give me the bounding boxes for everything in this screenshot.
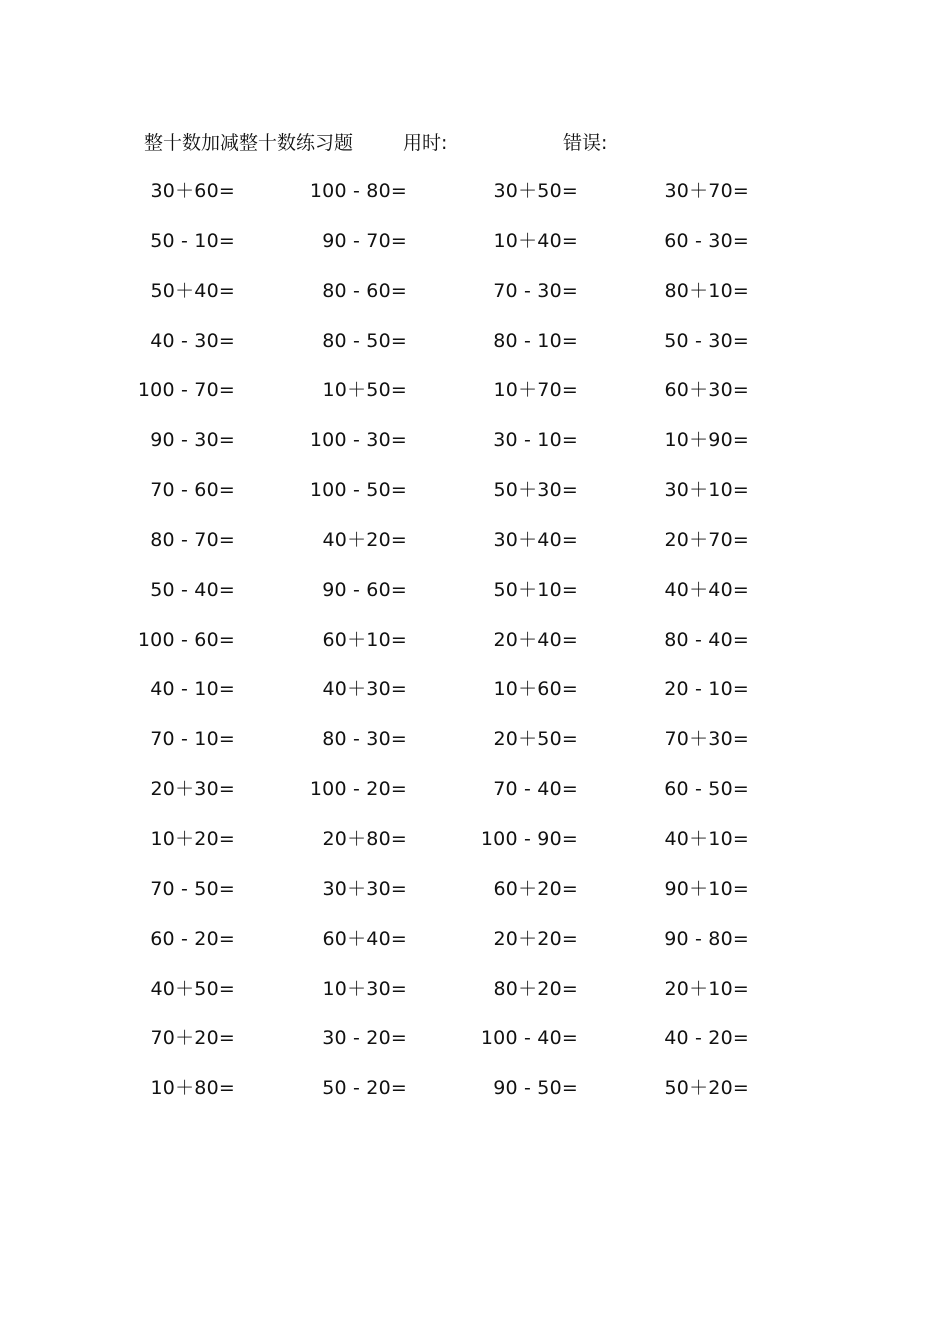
errors-label: 错误: bbox=[563, 132, 608, 154]
problem-row bbox=[0, 374, 950, 424]
math-problem: 20 - 10= bbox=[664, 678, 749, 701]
math-problem: 70 - 50= bbox=[150, 877, 235, 900]
math-problem: 30 - 20= bbox=[322, 1027, 407, 1050]
math-problem: 80 - 70= bbox=[150, 528, 235, 551]
math-problem: 50＋10= bbox=[493, 578, 578, 601]
math-problem: 30＋70= bbox=[664, 180, 749, 202]
math-problem: 20＋30= bbox=[150, 778, 235, 801]
math-problem: 90 - 80= bbox=[664, 927, 749, 950]
math-problem: 10＋70= bbox=[493, 379, 578, 402]
math-problem: 100 - 60= bbox=[137, 628, 235, 651]
math-problem: 40＋10= bbox=[664, 827, 749, 850]
math-problem: 20＋20= bbox=[493, 927, 578, 950]
worksheet-header bbox=[0, 128, 950, 158]
math-problem: 10＋90= bbox=[664, 429, 749, 452]
problem-row bbox=[0, 325, 950, 375]
math-problem: 40＋20= bbox=[322, 528, 407, 551]
math-problem: 80＋20= bbox=[493, 977, 578, 1000]
problem-row bbox=[0, 773, 950, 823]
problem-row bbox=[0, 524, 950, 574]
math-problem: 100 - 50= bbox=[309, 479, 407, 502]
math-problem: 60 - 20= bbox=[150, 927, 235, 950]
math-problem: 30＋40= bbox=[493, 528, 578, 551]
math-problem: 90 - 60= bbox=[322, 578, 407, 601]
problem-row bbox=[0, 1072, 950, 1122]
math-problem: 40＋30= bbox=[322, 678, 407, 701]
math-problem: 50 - 10= bbox=[150, 229, 235, 252]
math-problem: 80 - 10= bbox=[493, 329, 578, 352]
math-problem: 100 - 70= bbox=[137, 379, 235, 402]
problem-row bbox=[0, 275, 950, 325]
math-problem: 70 - 10= bbox=[150, 728, 235, 751]
math-problem: 50 - 40= bbox=[150, 578, 235, 601]
math-problem: 90 - 30= bbox=[150, 429, 235, 452]
math-problem: 60＋30= bbox=[664, 379, 749, 402]
math-problem: 10＋80= bbox=[150, 1077, 235, 1100]
math-problem: 30＋50= bbox=[493, 180, 578, 202]
problem-row bbox=[0, 723, 950, 773]
math-problem: 70 - 30= bbox=[493, 279, 578, 302]
math-problem: 40＋40= bbox=[664, 578, 749, 601]
math-problem: 20＋50= bbox=[493, 728, 578, 751]
math-problem: 20＋70= bbox=[664, 528, 749, 551]
math-problem: 50 - 30= bbox=[664, 329, 749, 352]
problem-row bbox=[0, 624, 950, 674]
math-problem: 80 - 60= bbox=[322, 279, 407, 302]
math-problem: 60＋10= bbox=[322, 628, 407, 651]
math-problem: 30 - 10= bbox=[493, 429, 578, 452]
math-problem: 90＋10= bbox=[664, 877, 749, 900]
math-problem: 100 - 90= bbox=[480, 827, 578, 850]
math-problem: 20＋80= bbox=[322, 827, 407, 850]
math-problem: 70＋20= bbox=[150, 1027, 235, 1050]
problem-row bbox=[0, 973, 950, 1023]
problem-row bbox=[0, 673, 950, 723]
math-problem: 10＋60= bbox=[493, 678, 578, 701]
math-problem: 60＋40= bbox=[322, 927, 407, 950]
problem-grid bbox=[0, 175, 950, 1122]
math-problem: 50＋30= bbox=[493, 479, 578, 502]
math-problem: 40 - 30= bbox=[150, 329, 235, 352]
problem-row bbox=[0, 225, 950, 275]
math-problem: 90 - 50= bbox=[493, 1077, 578, 1100]
math-problem: 80＋10= bbox=[664, 279, 749, 302]
problem-row bbox=[0, 175, 950, 225]
math-problem: 30＋60= bbox=[150, 180, 235, 202]
math-problem: 100 - 20= bbox=[309, 778, 407, 801]
problem-row bbox=[0, 574, 950, 624]
math-problem: 10＋30= bbox=[322, 977, 407, 1000]
math-problem: 10＋20= bbox=[150, 827, 235, 850]
math-problem: 100 - 40= bbox=[480, 1027, 578, 1050]
math-problem: 40＋50= bbox=[150, 977, 235, 1000]
problem-row bbox=[0, 1022, 950, 1072]
math-problem: 60＋20= bbox=[493, 877, 578, 900]
time-used-label: 用时: bbox=[403, 132, 448, 154]
math-problem: 80 - 30= bbox=[322, 728, 407, 751]
problem-row bbox=[0, 424, 950, 474]
problem-row bbox=[0, 823, 950, 873]
math-problem: 50 - 20= bbox=[322, 1077, 407, 1100]
math-problem: 30＋10= bbox=[664, 479, 749, 502]
math-problem: 70＋30= bbox=[664, 728, 749, 751]
math-problem: 70 - 60= bbox=[150, 479, 235, 502]
math-problem: 100 - 30= bbox=[309, 429, 407, 452]
math-problem: 10＋40= bbox=[493, 229, 578, 252]
math-problem: 80 - 40= bbox=[664, 628, 749, 651]
math-problem: 40 - 10= bbox=[150, 678, 235, 701]
math-problem: 60 - 30= bbox=[664, 229, 749, 252]
math-problem: 60 - 50= bbox=[664, 778, 749, 801]
math-problem: 50＋20= bbox=[664, 1077, 749, 1100]
math-problem: 100 - 80= bbox=[309, 180, 407, 202]
math-problem: 20＋10= bbox=[664, 977, 749, 1000]
math-problem: 10＋50= bbox=[322, 379, 407, 402]
problem-row bbox=[0, 923, 950, 973]
math-problem: 50＋40= bbox=[150, 279, 235, 302]
math-problem: 80 - 50= bbox=[322, 329, 407, 352]
math-problem: 90 - 70= bbox=[322, 229, 407, 252]
math-problem: 20＋40= bbox=[493, 628, 578, 651]
problem-row bbox=[0, 474, 950, 524]
problem-row bbox=[0, 873, 950, 923]
math-problem: 70 - 40= bbox=[493, 778, 578, 801]
worksheet-title: 整十数加减整十数练习题 bbox=[144, 132, 354, 154]
math-problem: 40 - 20= bbox=[664, 1027, 749, 1050]
math-problem: 30＋30= bbox=[322, 877, 407, 900]
